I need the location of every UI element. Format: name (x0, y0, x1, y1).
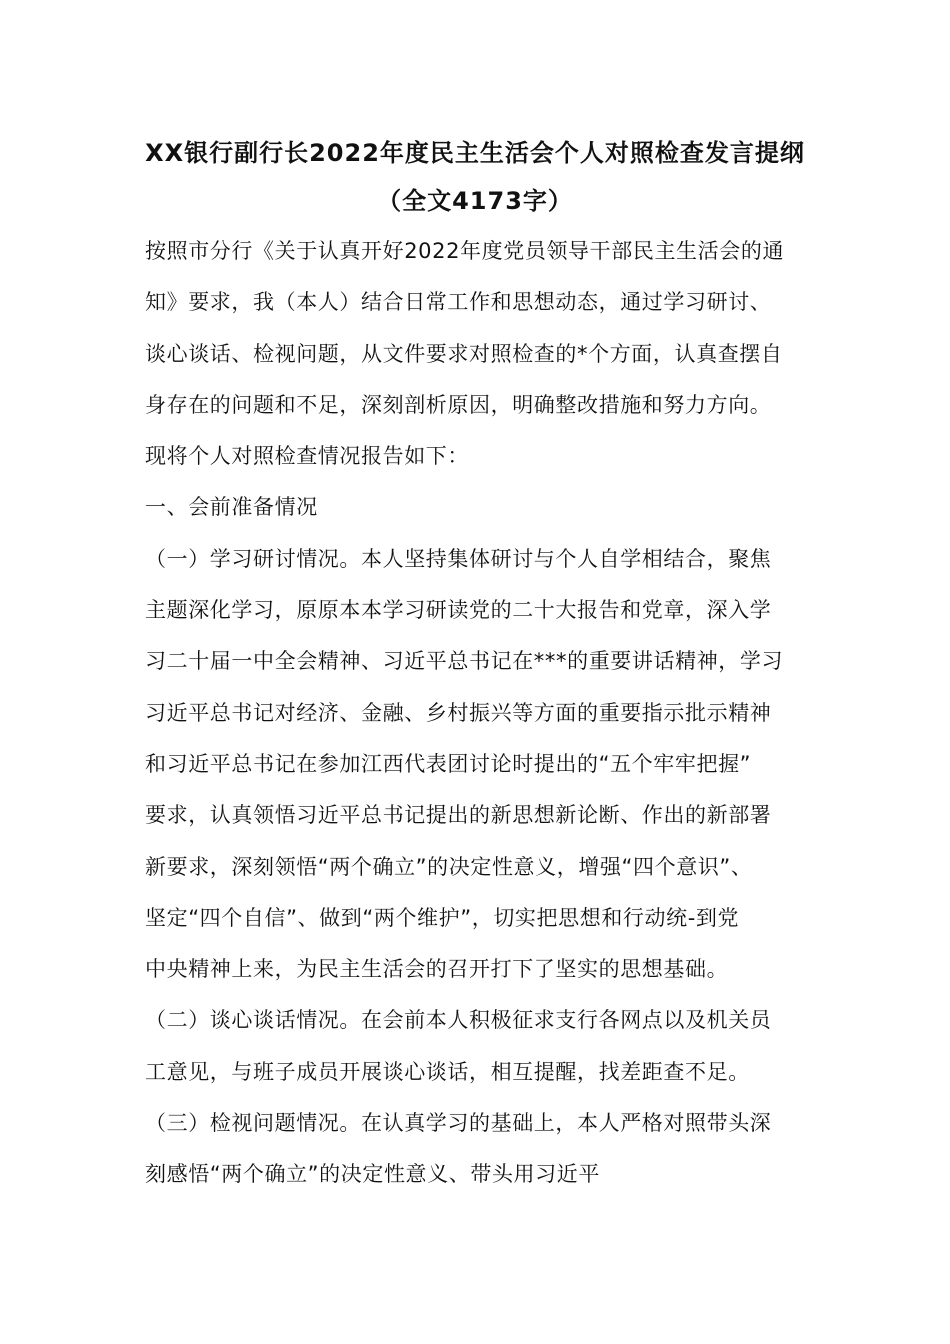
body-line: 身存在的问题和不足，深刻剖析原因，明确整改措施和努力方向。 (145, 392, 772, 417)
body-line: 坚定“四个自信”、做到“两个维护”，切实把思想和行动统-到党 (145, 905, 740, 930)
body-line: 知》要求，我（本人）结合日常工作和思想动态，通过学习研讨、 (145, 290, 772, 315)
body-line: 要求，认真领悟习近平总书记提出的新思想新论断、作出的新部署 (145, 803, 772, 828)
body-line: 中央精神上来，为民主生活会的召开打下了坚实的思想基础。 (145, 957, 729, 982)
body-line: 新要求，深刻领悟“两个确立”的决定性意义，增强“四个意识”、 (145, 854, 753, 879)
document-subtitle: （全文4173字） (377, 187, 573, 215)
body-line: 主题深化学习，原原本本学习研读党的二十大报告和党章，深入学 (145, 598, 772, 623)
body-line: 刻感悟“两个确立”的决定性意义、带头用习近平 (145, 1162, 600, 1187)
body-line: （二）谈心谈话情况。在会前本人积极征求支行各网点以及机关员 (145, 1008, 772, 1033)
body-line: 习二十届一中全会精神、习近平总书记在***的重要讲话精神，学习 (145, 649, 784, 674)
section-heading: 一、会前准备情况 (145, 495, 318, 520)
body-line: 按照市分行《关于认真开好2022年度党员领导干部民主生活会的通 (145, 239, 785, 263)
body-line: 习近平总书记对经济、金融、乡村振兴等方面的重要指示批示精神 (145, 700, 772, 725)
document-title: XX银行副行长2022年度民主生活会个人对照检查发言提纲 (145, 139, 805, 167)
document-body (145, 226, 825, 1201)
body-line: 工意见，与班子成员开展谈心谈话，相互提醒，找差距查不足。 (145, 1059, 750, 1084)
body-line: 现将个人对照检查情况报告如下： (145, 444, 469, 469)
body-line: 和习近平总书记在参加江西代表团讨论时提出的“五个牢牢把握” (145, 751, 752, 776)
body-line: （一）学习研讨情况。本人坚持集体研讨与个人自学相结合，聚焦 (145, 546, 772, 571)
body-line: 谈心谈话、检视问题，从文件要求对照检查的*个方面，认真查摆自 (145, 341, 783, 366)
body-line: （三）检视问题情况。在认真学习的基础上，本人严格对照带头深 (145, 1111, 772, 1136)
